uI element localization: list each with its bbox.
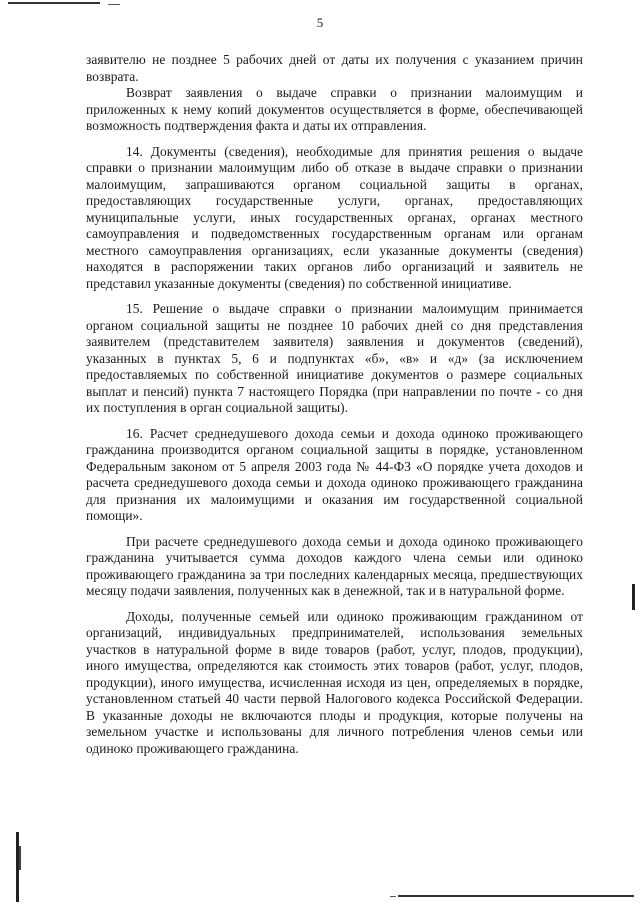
paragraph-item-16: 16. Расчет среднедушевого дохода семьи и дохода одиноко проживающего гражданина производится органом социальной защиты в порядке, установленном Федеральным законом от 5 апреля 2003 года № 44-ФЗ «О порядке учета доходов и расчета среднедушевого дохода семьи и дохода одиноко проживающего гражданина для признания их малоимущими и оказания им государственной социальной помощи».	[86, 425, 583, 523]
scan-artifact-top-line	[8, 2, 100, 4]
paragraph-natural-income: Доходы, полученные семьей или одиноко проживающим гражданином от организаций, индивидуальных предпринимателей, использования земельных участков в натуральной форме в виде товаров (работ, услуг, плодов, продукции), иного имущества, определяются как стоимость этих товаров (работ, услуг, плодов, продукции), иного имущества, исчисленная исходя из цен, определяемых в порядке, установленном статьей 40 части первой Налогового кодекса Российской Федерации. В указанные доходы не включаются плоды и продукция, которые получены на земельном участке и использованы для личного потребления членов семьи или одиноко проживающего гражданина.	[86, 608, 583, 756]
scan-artifact-bottom-dash	[390, 896, 396, 897]
paragraph-return-form: Возврат заявления о выдаче справки о признании малоимущим и приложенных к нему копий документов осуществляется в форме, обеспечивающей возможность подтверждения факта и даты их отправления.	[86, 85, 583, 133]
paragraph-item-15: 15. Решение о выдаче справки о признании малоимущим принимается органом социальной защиты не позднее 10 рабочих дней со дня представления заявителем (представителем заявителя) заявления и документов (сведений), указанных в пунктах 5, 6 и подпунктах «б», «в» и «д» (за исключением предоставляемых по собственной инициативе документов о размере социальных выплат и пенсий) пункта 7 настоящего Порядка (при направлении по почте - со дня их поступления в орган социальной защиты).	[86, 301, 583, 415]
scan-artifact-left-edge-secondary	[19, 846, 21, 870]
scan-artifact-top-dash	[108, 4, 120, 5]
paragraph-item-14: 14. Документы (сведения), необходимые для принятия решения о выдаче справки о признании малоимущим либо об отказе в выдаче справки о признании малоимущим, запрашиваются органом социальной защиты в органах, предоставляющих государственные услуги, органах, предоставляющих муниципальные услуги, иных государственных органах, органах местного самоуправления и подведомственных государственным органам или органам местного самоуправления организациях, если указанные документы (сведения) находятся в распоряжении таких органов либо организаций и заявитель не представил указанные документы (сведения) по собственной инициативе.	[86, 143, 583, 291]
page-number: 5	[316, 15, 324, 30]
paragraph-income-calculation: При расчете среднедушевого дохода семьи и дохода одиноко проживающего гражданина учитывается сумма доходов каждого члена семьи или одиноко проживающего гражданина за три последних календарных месяца, предшествующих месяцу подачи заявления, полученных как в денежной, так и в натуральной форме.	[86, 533, 583, 598]
scan-artifact-right-edge	[632, 584, 635, 610]
paragraph-return-continuation: заявителю не позднее 5 рабочих дней от даты их получения с указанием причин возврата.	[86, 52, 583, 84]
scan-artifact-bottom-line	[398, 895, 634, 897]
document-body	[86, 52, 583, 757]
